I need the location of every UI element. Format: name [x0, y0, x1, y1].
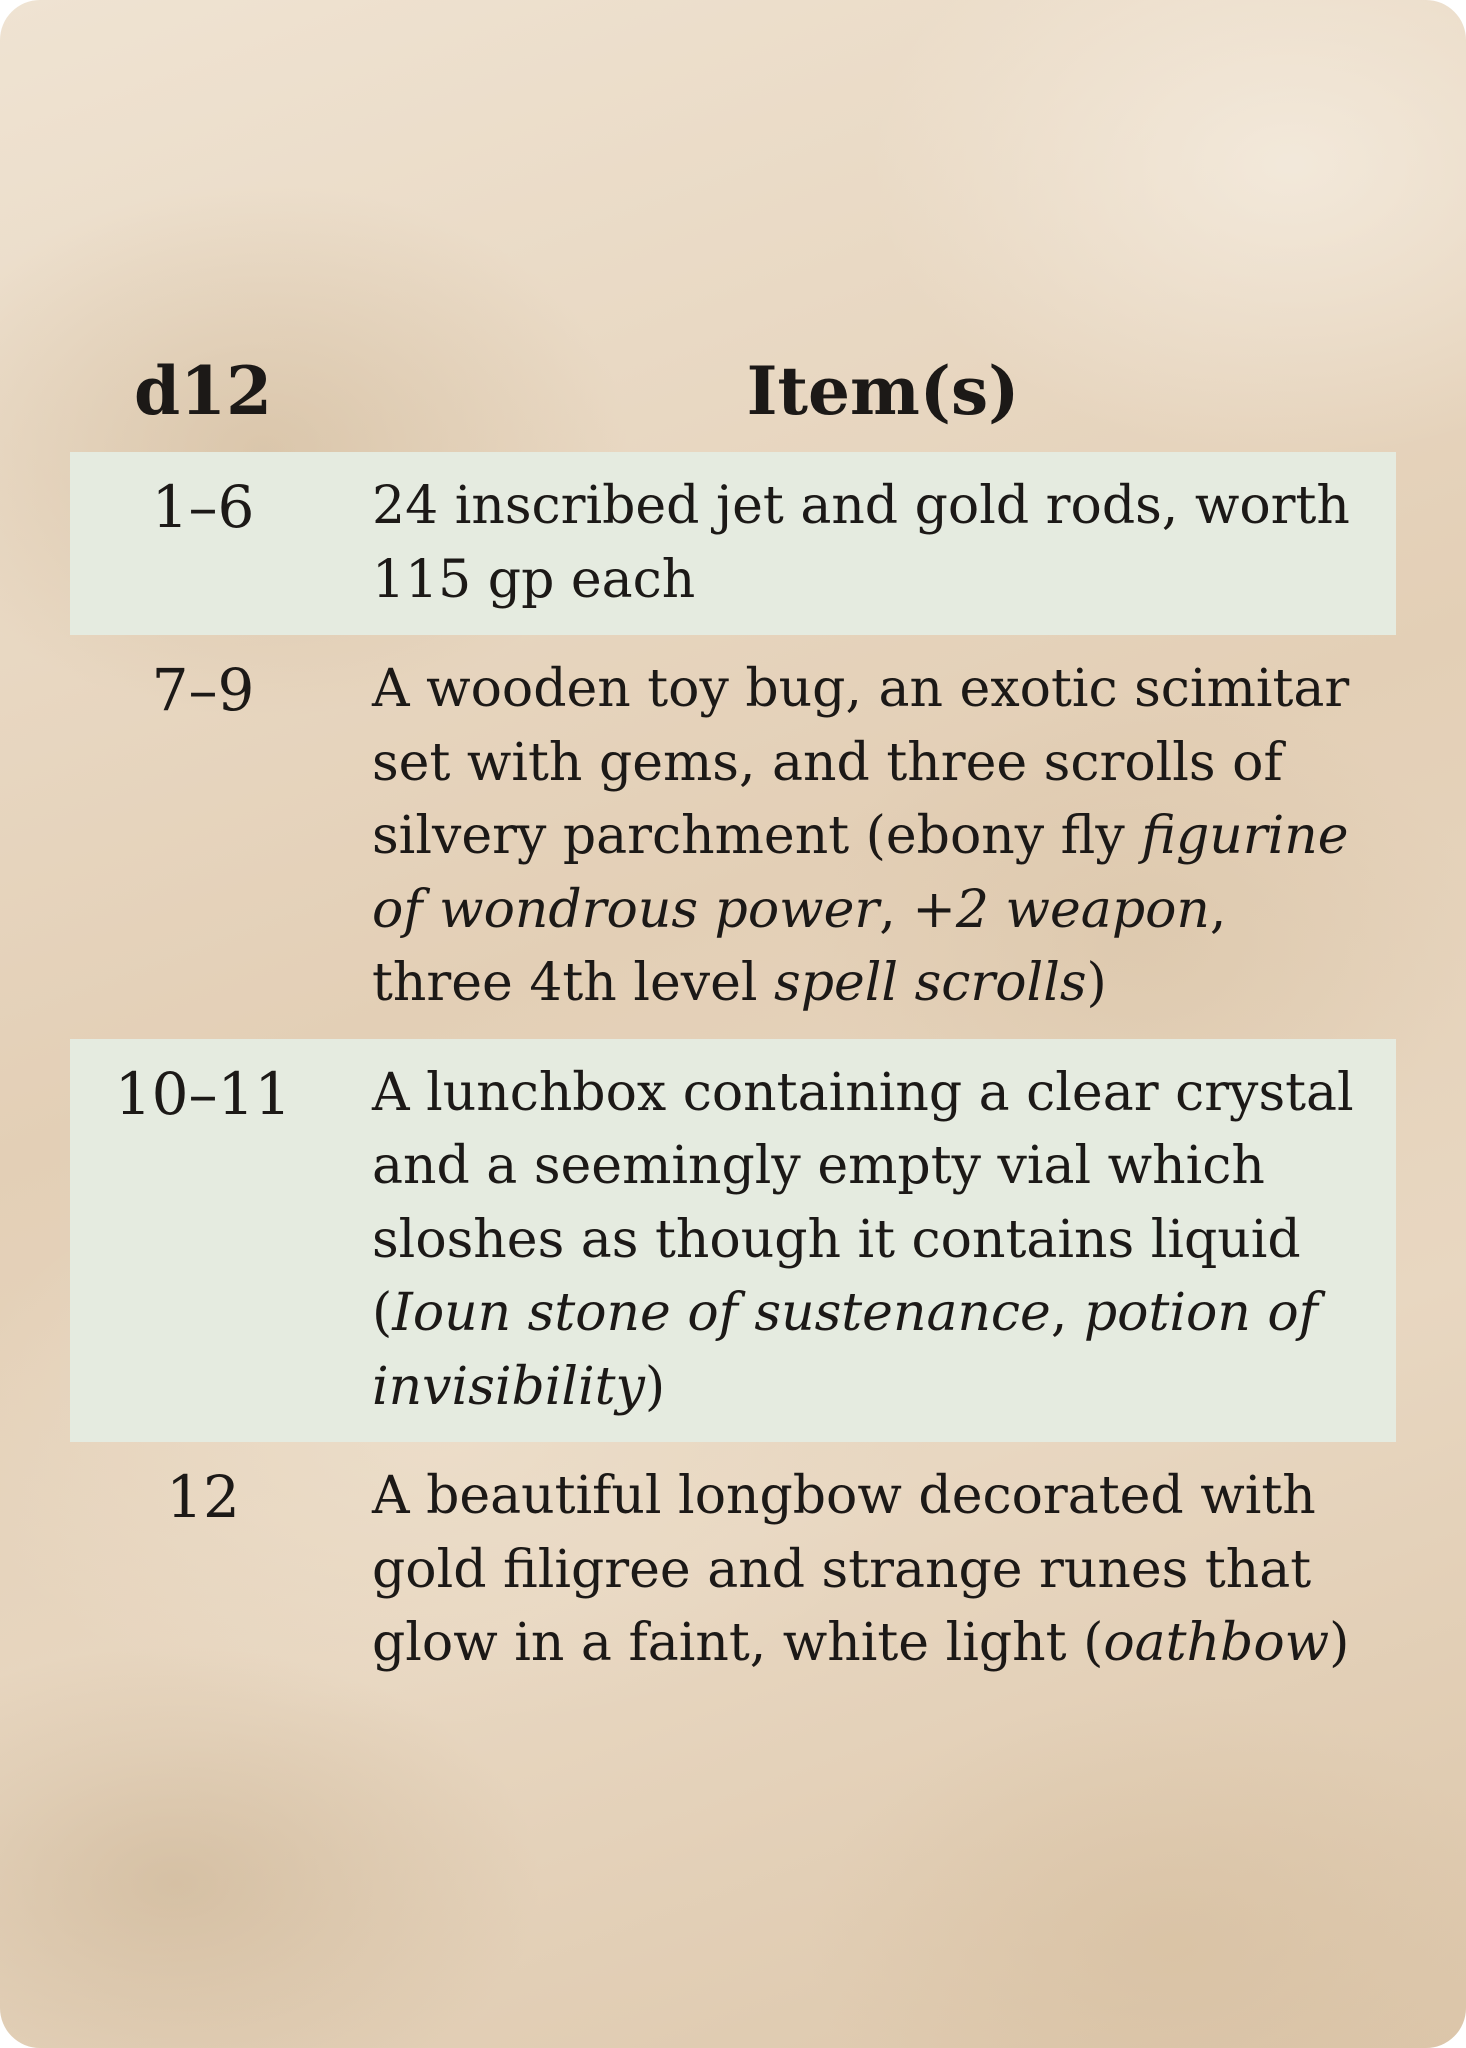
item-description: [372, 1460, 1372, 1681]
roll-column-header: d12: [134, 352, 272, 430]
item-description: [372, 653, 1372, 1021]
text-run: ,: [879, 879, 913, 940]
item-description: [372, 470, 1372, 617]
italic-item-name: +2 weapon: [912, 879, 1210, 940]
italic-item-name: figurine of wondrous power: [372, 806, 1349, 940]
treasure-table: [70, 340, 1396, 1699]
italic-item-name: oathbow: [1103, 1613, 1330, 1673]
text-run: A wooden toy bug, an exotic scimitar set with gems, and three scrolls of silvery parchment (ebony fly: [372, 659, 1350, 866]
table-row: [70, 1442, 1396, 1699]
table-header: [70, 340, 1396, 452]
text-run: A lunchbox containing a clear crystal and a seemingly empty vial which sloshes as though it contains liquid (: [372, 1062, 1354, 1343]
text-run: ,: [1050, 1283, 1084, 1343]
table-row: [70, 1039, 1396, 1443]
text-run: ): [1329, 1613, 1350, 1673]
roll-range: 10–11: [114, 1059, 292, 1128]
item-description: [372, 1057, 1372, 1425]
roll-range: 12: [166, 1463, 240, 1531]
text-run: , three 4th level: [372, 879, 1227, 1013]
items-column-header: Item(s): [746, 352, 1020, 430]
table-row: [70, 635, 1396, 1039]
text-run: ): [644, 1356, 666, 1417]
text-run: ): [1086, 953, 1107, 1013]
text-run: 24 inscribed jet and gold rods, worth 115 gp each: [372, 476, 1350, 610]
text-run: A beautiful longbow decorated with gold filigree and strange runes that glow in a faint, white light (: [372, 1466, 1316, 1673]
italic-item-name: spell scrolls: [774, 953, 1087, 1013]
roll-range: 1–6: [151, 473, 255, 541]
italic-item-name: potion of invisibility: [372, 1283, 1318, 1417]
roll-range: 7–9: [151, 656, 255, 724]
table-row: [70, 452, 1396, 635]
italic-item-name: Ioun stone of sustenance: [392, 1283, 1051, 1343]
